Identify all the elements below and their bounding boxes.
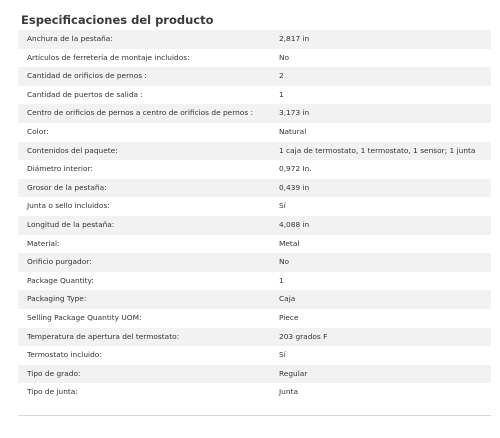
- spec-row: [18, 123, 491, 142]
- spec-label: Diámetro interior:: [27, 164, 93, 174]
- spec-row: [18, 197, 491, 216]
- spec-label: Packaging Type:: [27, 294, 87, 304]
- spec-value: 2: [279, 71, 284, 81]
- spec-value: Piece: [279, 312, 299, 322]
- spec-row: [18, 86, 491, 105]
- spec-value: 2,817 in: [279, 34, 310, 43]
- spec-label: Selling Package Quantity UOM:: [27, 312, 142, 322]
- spec-value: Metal: [279, 238, 300, 248]
- spec-row: [18, 216, 491, 235]
- spec-label: Termostato incluido:: [27, 350, 102, 360]
- spec-label: Cantidad de puertos de salida :: [27, 89, 143, 99]
- spec-row: [18, 30, 491, 49]
- spec-row: [18, 67, 491, 86]
- spec-value: Sí: [279, 350, 286, 360]
- spec-label: Cantidad de orificios de pernos :: [27, 71, 147, 81]
- spec-label: Longitud de la pestaña:: [27, 219, 115, 229]
- spec-value: Caja: [279, 294, 296, 304]
- spec-label: Package Quantity:: [27, 275, 94, 285]
- spec-value: No: [279, 257, 290, 267]
- spec-label: Grosor de la pestaña:: [27, 182, 107, 192]
- spec-row: [18, 253, 491, 272]
- spec-value: 4,088 in: [279, 219, 310, 229]
- spec-label: Centro de orificios de pernos a centro de orificios de pernos :: [27, 108, 254, 118]
- spec-value: 1: [279, 275, 284, 285]
- spec-row: [18, 290, 491, 309]
- spec-row: [18, 104, 491, 123]
- spec-value: 3,173 in: [279, 108, 310, 118]
- spec-value: Regular: [279, 368, 308, 378]
- spec-value: Sí: [279, 201, 286, 211]
- spec-label: Contenidos del paquete:: [27, 145, 118, 155]
- spec-label: Temperatura de apertura del termostato:: [27, 331, 180, 341]
- spec-label: Anchura de la pestaña:: [27, 34, 113, 43]
- spec-row: [18, 346, 491, 365]
- spec-row: [18, 160, 491, 179]
- spec-label: Orificio purgador:: [27, 257, 92, 267]
- spec-value: 0,972 In.: [279, 164, 312, 174]
- spec-label: Tipo de junta:: [27, 387, 78, 397]
- spec-row: [18, 309, 491, 328]
- section-title: Especificaciones del producto: [21, 13, 214, 27]
- spec-label: Tipo de grado:: [27, 368, 81, 378]
- spec-label: Artículos de ferretería de montaje incluidos:: [27, 52, 190, 62]
- spec-value: Natural: [279, 126, 307, 136]
- spec-value: Junta: [279, 387, 298, 397]
- spec-label: Color:: [27, 126, 49, 136]
- spec-row: [18, 142, 491, 161]
- spec-value: 0,439 in: [279, 182, 310, 192]
- spec-row: [18, 49, 491, 68]
- spec-value: 1 caja de termostato, 1 termostato, 1 sensor; 1 junta: [279, 145, 476, 155]
- spec-row: [18, 365, 491, 384]
- spec-row: [18, 179, 491, 198]
- product-specifications-section: [18, 10, 491, 402]
- spec-row: [18, 235, 491, 254]
- spec-label: Junta o sello incluidos:: [27, 201, 110, 211]
- specifications-table: [18, 30, 491, 402]
- spec-value: 1: [279, 89, 284, 99]
- spec-label: Material:: [27, 238, 60, 248]
- spec-row: [18, 272, 491, 291]
- spec-value: 203 grados F: [279, 331, 328, 341]
- specifications-table-body: [18, 30, 491, 402]
- spec-row: [18, 383, 491, 402]
- bottom-divider: [18, 415, 491, 416]
- spec-value: No: [279, 52, 290, 62]
- spec-row: [18, 328, 491, 347]
